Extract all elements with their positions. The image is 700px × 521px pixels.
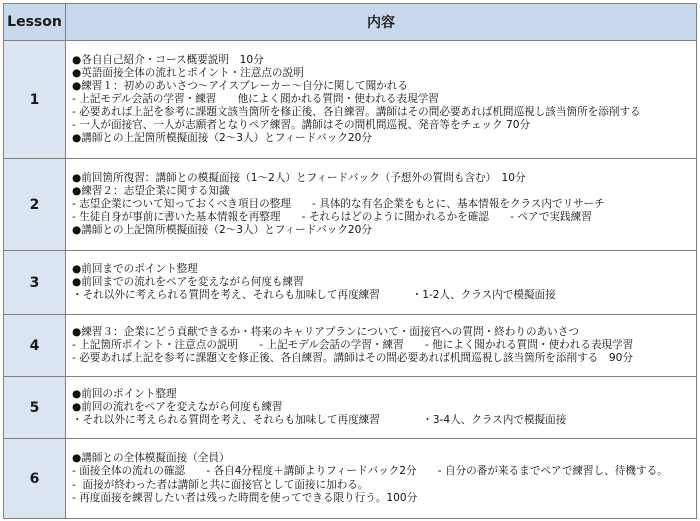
content-line: - 生徒自身が事前に書いた基本情報を再整理 - それらはどのように聞かれるかを確認 - ペアで実践練習 bbox=[72, 211, 592, 224]
content-line: ●講師との上記箇所模擬面接（2～3人）とフィードバック20分 bbox=[72, 132, 372, 145]
content-line: ●練習２：志望企業に関する知識 bbox=[72, 184, 230, 197]
content-line: ●前回箇所復習：講師との模擬面接（1～2人）とフィードバック（予想外の質問も含む） 10分 bbox=[72, 171, 526, 184]
table-row bbox=[4, 439, 697, 519]
content-line: - 必要あれば上記を参考に課題文を修正後、各自練習。講師はその間必要あれば机間巡視し該当箇所を添削する 90分 bbox=[72, 352, 633, 365]
content-line: ●各自自己紹介・コース概要説明 10分 bbox=[72, 53, 264, 66]
content-column-header: 内容 bbox=[66, 4, 697, 41]
lesson-content bbox=[66, 439, 697, 519]
content-line: ・それ以外に考えられる質問を考え、それらも加味して再度練習 ・3-4人、クラス内で模擬面接 bbox=[72, 414, 567, 427]
table-row bbox=[4, 159, 697, 251]
table-row bbox=[4, 41, 697, 159]
lesson-number: 4 bbox=[4, 315, 66, 377]
content-line: ●講師との上記箇所模擬面接（2～3人）とフィードバック20分 bbox=[72, 224, 372, 237]
table-row bbox=[4, 251, 697, 315]
lesson-table bbox=[3, 3, 697, 519]
lesson-content bbox=[66, 251, 697, 315]
content-line: - 一人が面接官、一人が志願者となりペア練習。講師はその間机間巡視、発音等をチェック 70分 bbox=[72, 119, 531, 132]
table-header-row bbox=[4, 4, 697, 41]
content-line: ●前回までの流れをペアを変えながら何度も練習 bbox=[72, 275, 304, 288]
content-line: ●前回のポイント整理 bbox=[72, 387, 177, 400]
content-line: - 志望企業について知っておくべき項目の整理 - 具体的な有名企業をもとに、基本情報をクラス内でリサーチ bbox=[72, 197, 605, 210]
content-line: ●練習３：企業にどう貢献できるか・将来のキャリアプランについて・面接官への質問・終わりのあいさつ bbox=[72, 325, 579, 338]
lesson-number: 1 bbox=[4, 41, 66, 159]
content-line: ・それ以外に考えられる質問を考え、それらも加味して再度練習 ・1-2人、クラス内で模擬面接 bbox=[72, 289, 556, 302]
content-line: - 必要あれば上記を参考に課題文該当箇所を修正後、各自練習。講師はその間必要あれば机間巡視し該当箇所を添削する bbox=[72, 106, 641, 119]
content-line: - 上記モデル会話の学習・練習 他によく聞かれる質問・使われる表現学習 bbox=[72, 92, 439, 105]
lesson-column-header: Lesson bbox=[4, 4, 66, 41]
content-line: - 上記箇所ポイント・注意点の説明 - 上記モデル会話の学習・練習 - 他によく聞かれる質問・使われる表現学習 bbox=[72, 338, 634, 351]
table-row bbox=[4, 315, 697, 377]
content-line: ●前回までのポイント整理 bbox=[72, 262, 198, 275]
content-line: ●前回の流れをペアを変えながら何度も練習 bbox=[72, 400, 283, 413]
content-line: ●英語面接全体の流れとポイント・注意点の説明 bbox=[72, 66, 304, 79]
content-line: - 再度面接を練習したい者は残った時間を使ってできる限り行う。100分 bbox=[72, 491, 418, 504]
content-line: - 面接全体の流れの確認 - 各自4分程度＋講師よりフィードバック2分 - 自分の番が来るまでペアで練習し、待機する。 bbox=[72, 465, 668, 478]
lesson-number: 2 bbox=[4, 159, 66, 251]
lesson-number: 6 bbox=[4, 439, 66, 519]
content-line: - 面接が終わった者は講師と共に面接官として面接に加わる。 bbox=[72, 478, 369, 491]
lesson-content bbox=[66, 159, 697, 251]
lesson-content bbox=[66, 41, 697, 159]
table-row bbox=[4, 377, 697, 439]
lesson-number: 5 bbox=[4, 377, 66, 439]
lesson-number: 3 bbox=[4, 251, 66, 315]
lesson-content bbox=[66, 315, 697, 377]
lesson-content bbox=[66, 377, 697, 439]
content-line: ●練習１：初めのあいさつ～アイスブレーカー～自分に関して聞かれる bbox=[72, 79, 408, 92]
content-line: ●講師との全体模擬面接（全員） bbox=[72, 452, 230, 465]
